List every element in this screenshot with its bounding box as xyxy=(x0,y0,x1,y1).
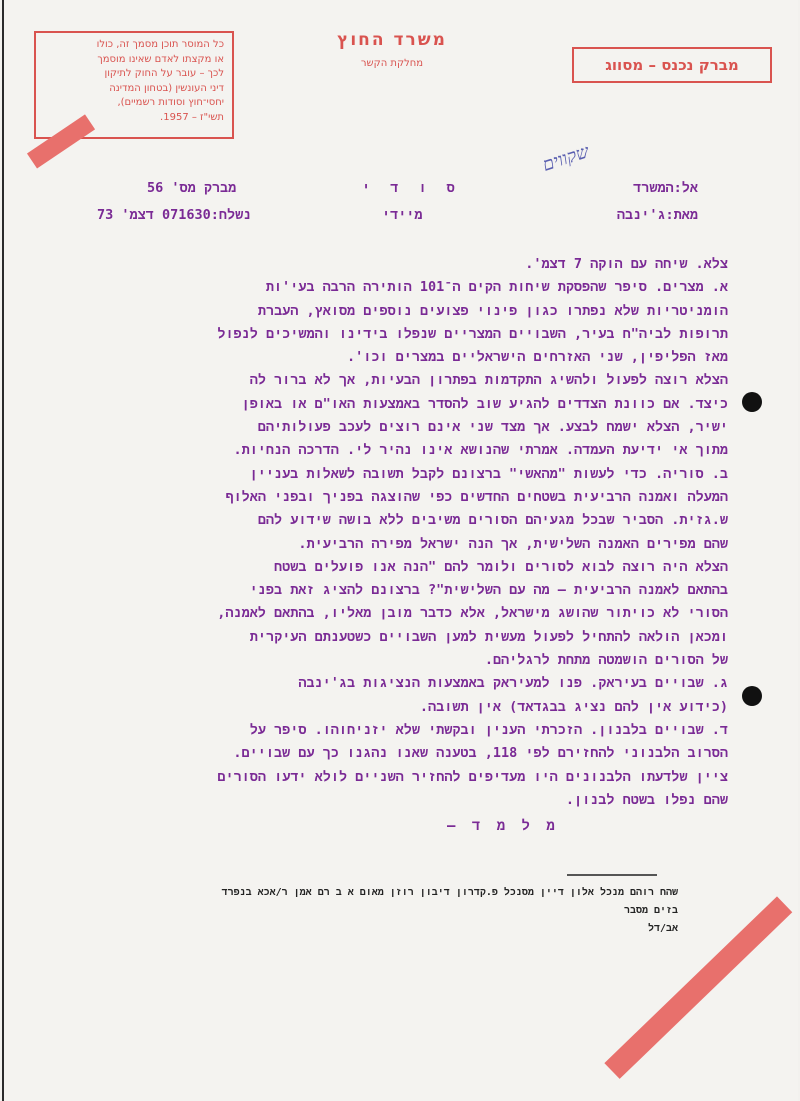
punch-hole xyxy=(742,392,762,412)
warning-line: תשי"ז – 1957. xyxy=(160,111,224,123)
distribution-line: בזים מסבר xyxy=(623,905,678,916)
body-line: (כידוע אין להם נציג בבגדאד) אין תשובה. xyxy=(419,698,728,715)
body-line: הצלא היה רוצה לבוא לסורים ולומר להם "הנה אנו פועלים בשטח xyxy=(274,558,728,575)
body-line: בהתאם לאמנה הרביעית – מה עם השלישית"? ברצונם להציג זאת בפני xyxy=(249,582,728,599)
telegram-number: מברק מס' 56 xyxy=(147,180,237,196)
body-line: ד. שבויים בלבנון. הזכרתי הענין ובקשתי שלא יזניחוהו. סיפר על xyxy=(249,721,728,738)
body-line: ומכאן הולאה להתחיל לפעול מעשית למען השבויים כשטענתם העיקרית xyxy=(249,628,728,645)
distribution-line: אב/דל xyxy=(647,923,678,934)
secrecy-level: ס ו ד י xyxy=(362,180,461,196)
urgency-level: מיידי xyxy=(382,207,423,223)
body-line: ב. סוריה. כדי לעשות "מהאשי" ברצונם לקבל תשובה לשאלות בעניין xyxy=(249,465,728,482)
warning-line: כל המוסר תוכן מסמך זה, כולו xyxy=(96,39,224,50)
body-line: הומניטריות שלא נפתרו כגון פינוי פצועים נוספים מסואץ, העברת xyxy=(257,302,728,319)
telegram-body xyxy=(68,253,728,812)
body-line: ג. שבויים בעיראק. פנו למעיראק באמצעות הנציגות בג'ינבה xyxy=(298,675,728,692)
sender: מאת:ג'ינבה xyxy=(616,207,698,223)
department-name: מחלקת הקשר xyxy=(360,58,424,69)
body-line: א. מצרים. סיפר שהפסקת שיחות הקים ה־101 הותירה הרבה בעי'ות xyxy=(265,279,728,296)
body-line: מאז הפליפין, שני האזרחים הישראליים במצרים וכו'. xyxy=(347,349,728,366)
signature: מ ל מ ד – xyxy=(447,818,559,834)
body-line: של הסורים הושמטה מתחת לרגליהם. xyxy=(484,652,728,669)
classification-stamp: מברק נכנס – מסווג xyxy=(572,47,772,83)
signature-underline xyxy=(567,874,657,876)
body-line: הצלא רוצה לפעול ולהשיג התקדמות בפתרון הבעיות, אך לא ברור לה xyxy=(249,372,728,389)
body-line: צלא. שיחה עם הוקה 7 דצמ'. xyxy=(525,256,728,272)
ministry-title: משרד החוץ xyxy=(337,30,447,50)
body-line: תרופות לביה"ח בעיר, השבויים המצריים שנפלו בידינו והמשיכים לנפול xyxy=(217,325,728,342)
punch-hole xyxy=(742,686,762,706)
distribution-line: שהח רוהם מנכל אלון דיין מסנכל פ.קדרון דיבון רוזן מאום א ב רם אמן ר/אכא בנפרד xyxy=(221,887,678,898)
body-line: מתוך אי ידיעת העמדה. אמרתי שהנושא אינו נהיר לי. הדרכה הנחיות. xyxy=(233,442,728,459)
body-line: הסרוב הלבנוני להחזירם לפי 118, בטענה שאנו נהגנו כך עם שבויים. xyxy=(233,745,728,762)
ministry-heading xyxy=(302,30,482,69)
body-line: ש.גזית. הסביר שבכל מגעיהם הסורים משיבים ללא בושה שידוע להם xyxy=(257,512,728,529)
body-line: כיצד. אם כוונת הצדדים להגיע שוב להסדר באמצעות האו"ם או באופן xyxy=(241,395,728,412)
distribution-list xyxy=(222,884,678,938)
body-line: ציין שלדעתו הלבנונים היו מעדיפים להחזיר השניים לולא ידעו הסורים xyxy=(217,768,728,785)
warning-line: לכך – עובר על החוק לתיקון xyxy=(104,68,224,79)
handwritten-note: שקווים xyxy=(539,141,592,176)
warning-line: או מקצתו לאדם שאינו מוסמך xyxy=(97,53,224,65)
warning-line: דיני העונשין (בטחון המדינה xyxy=(109,82,224,94)
body-line: הסורי לא כויתור שהושג מישראל, אלא כדבר מובן מאליו, בהתאם לאמנה, xyxy=(217,605,728,622)
document-page xyxy=(2,0,798,1101)
body-line: שהם מפירים האמנה השלישית, אך הנה ישראל מפירה הרביעית. xyxy=(298,535,728,552)
body-line: שהם נפלו בשטח לבנון. xyxy=(565,791,728,808)
warning-line: יחסי־חוץ וסודות רשמיים), xyxy=(117,97,224,108)
recipient: אל:המשרד xyxy=(633,180,698,196)
warning-box xyxy=(34,31,234,139)
sent-time: נשלח:071630 דצמ' 73 xyxy=(97,207,252,223)
body-line: ישיר, הצלא ישמח לבצע. אך מצד שני אינם רוצים לעכב פעולותיהם xyxy=(257,419,728,436)
body-line: המעלה ואמנה הרביעית בשטחים החדשים כפי שהוצגה בפניך ובפני האלוף xyxy=(225,488,728,505)
page-edge xyxy=(2,0,4,1101)
